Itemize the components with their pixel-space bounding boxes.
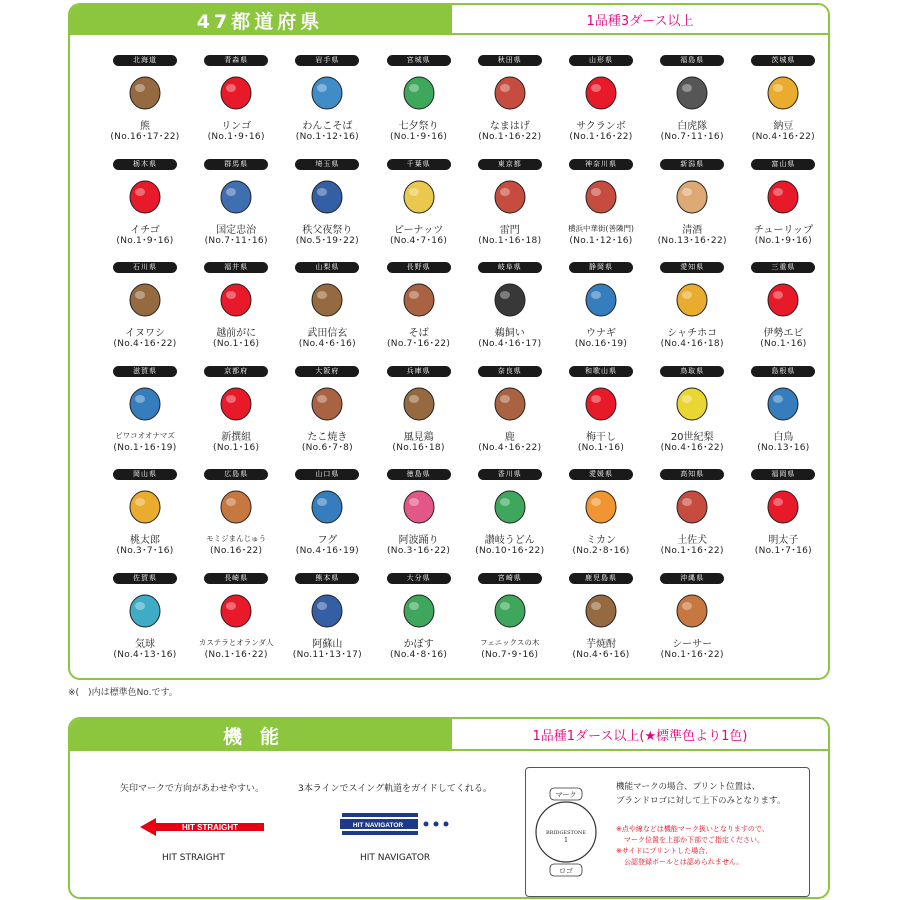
prefecture-card xyxy=(738,262,828,366)
standard-color-numbers: (No.1･9･16) xyxy=(116,235,174,246)
standard-color-numbers: (No.16･17･22) xyxy=(110,132,180,142)
standard-color-numbers: (No.11･13･17) xyxy=(292,649,362,660)
prefecture-name-badge: 山形県 xyxy=(569,55,633,66)
prefecture-item-name: 明太子 xyxy=(768,535,799,546)
shachihoko-icon xyxy=(671,277,713,319)
standard-color-numbers: (No.1･12･16) xyxy=(295,132,359,142)
hit-straight-description: 矢印マークで方向があわせやすい。 xyxy=(120,784,265,794)
prefecture-panel-title: 47都道府県 xyxy=(70,5,450,35)
mark-position-note xyxy=(616,780,785,808)
prefecture-item-name: カステラとオランダ人 xyxy=(198,637,274,647)
prefecture-item-name: イチゴ xyxy=(130,224,160,236)
kaminarimon-icon xyxy=(489,174,531,216)
umeboshi-icon xyxy=(580,381,622,423)
golf-ball-diagram xyxy=(532,776,600,888)
prefecture-name-badge: 山口県 xyxy=(295,469,359,480)
prefecture-item-name: 桃太郎 xyxy=(130,535,160,546)
prefecture-name-badge: 宮城県 xyxy=(387,55,451,66)
prefecture-item-name: 気球 xyxy=(135,638,155,650)
standard-color-numbers: (No.4･16･22) xyxy=(751,132,815,142)
prefecture-item-name: 白鳥 xyxy=(773,431,794,443)
prefecture-name-badge: 沖縄県 xyxy=(660,573,724,584)
eagle-icon xyxy=(124,277,166,319)
standard-color-numbers: (No.10･16･22) xyxy=(475,546,545,556)
mark-warning-line-1: ※点や線などは機能マーク扱いとなりますので、 xyxy=(616,825,769,833)
svg-text:1: 1 xyxy=(564,837,568,844)
lobster-icon xyxy=(762,277,804,319)
mark-warning-line-4: 公認登録ボールとは認められません。 xyxy=(624,858,744,866)
prefecture-item-name: イヌワシ xyxy=(125,328,165,339)
prefecture-item-name: ピーナッツ xyxy=(393,224,444,236)
prefecture-card xyxy=(465,366,555,470)
diagram-logo-label: ロゴ xyxy=(559,867,573,875)
standard-color-numbers: (No.1･16･22) xyxy=(569,132,633,142)
prefecture-grid xyxy=(100,55,830,675)
prefecture-item-name: そば xyxy=(408,328,429,339)
prefecture-item-name: 風見鶏 xyxy=(403,431,434,443)
standard-color-numbers: (No.1･16･22) xyxy=(478,132,542,142)
standard-color-numbers: (No.4･16･17) xyxy=(478,339,542,349)
standard-color-numbers: (No.1･12･16) xyxy=(569,235,633,246)
prefecture-name-badge: 東京都 xyxy=(478,159,542,170)
chichibu-festival-icon xyxy=(306,174,348,216)
tulip-icon xyxy=(762,174,804,216)
standard-color-numbers: (No.13･16･22) xyxy=(657,235,727,246)
standard-color-numbers: (No.1･16･22) xyxy=(660,546,724,556)
standard-color-numbers: (No.4･16･22) xyxy=(478,442,542,453)
function-panel xyxy=(68,717,830,899)
prefecture-item-name: ウナギ xyxy=(586,328,616,339)
standard-color-numbers: (No.5･19･22) xyxy=(295,235,359,246)
takeda-banner-icon xyxy=(306,277,348,319)
standard-color-numbers: (No.4･6･16) xyxy=(572,649,630,660)
prefecture-item-name: チューリップ xyxy=(753,224,814,236)
prefecture-item-name: 讃岐うどん xyxy=(484,535,535,546)
eel-icon xyxy=(580,277,622,319)
standard-color-numbers: (No.7･16･22) xyxy=(386,339,451,349)
prefecture-name-badge: 和歌山県 xyxy=(569,366,633,377)
prefecture-name-badge: 青森県 xyxy=(204,55,268,66)
standard-color-numbers: (No.7･11･16) xyxy=(660,132,724,142)
prefecture-item-name: シャチホコ xyxy=(667,328,718,339)
standard-color-numbers: (No.4･16･22) xyxy=(113,339,177,349)
balloon-icon xyxy=(124,588,166,630)
shinsengumi-icon xyxy=(215,381,257,423)
prefecture-name-badge: 鹿児島県 xyxy=(569,573,633,584)
prefecture-name-badge: 広島県 xyxy=(204,469,268,480)
prefecture-card xyxy=(647,55,737,159)
standard-color-numbers: (No.4･16･22) xyxy=(660,442,724,453)
castella-dutchman-icon xyxy=(215,588,257,630)
standard-color-numbers: (No.3･16･22) xyxy=(386,546,451,556)
prefecture-card xyxy=(465,55,555,159)
prefecture-name-badge: 滋賀県 xyxy=(113,366,177,377)
prefecture-item-name: モミジまんじゅう xyxy=(206,534,267,543)
byakkotai-icon xyxy=(671,70,713,112)
prefecture-card xyxy=(465,159,555,263)
catfish-icon xyxy=(124,381,166,423)
prefecture-name-badge: 神奈川県 xyxy=(569,159,633,170)
prefecture-item-name: 鹿 xyxy=(504,431,515,443)
prefecture-card xyxy=(100,159,190,263)
prefecture-name-badge: 福島県 xyxy=(660,55,724,66)
prefecture-name-badge: 長崎県 xyxy=(204,573,268,584)
prefecture-card xyxy=(738,159,828,263)
prefecture-panel xyxy=(68,3,830,680)
prefecture-card xyxy=(465,262,555,366)
standard-color-numbers: (No.1･16) xyxy=(577,442,625,453)
standard-color-numbers: (No.6･7･8) xyxy=(301,442,353,453)
prefecture-item-name: たこ焼き xyxy=(307,431,348,443)
prefecture-name-badge: 岐阜県 xyxy=(478,262,542,273)
bear-icon xyxy=(124,70,166,112)
prefecture-item-name: 国定忠治 xyxy=(216,224,257,236)
prefecture-item-name: なまはげ xyxy=(489,121,530,132)
prefecture-card xyxy=(556,159,646,263)
swan-icon xyxy=(762,381,804,423)
wanko-soba-icon xyxy=(306,70,348,112)
prefecture-name-badge: 岩手県 xyxy=(295,55,359,66)
imo-shochu-icon xyxy=(580,588,622,630)
prefecture-item-name: 熊 xyxy=(140,121,150,132)
standard-color-numbers: (No.1･16･19) xyxy=(113,442,177,453)
prefecture-name-badge: 茨城県 xyxy=(751,55,815,66)
prefecture-card xyxy=(556,55,646,159)
prefecture-item-name: サクランボ xyxy=(576,121,626,132)
standard-color-numbers: (No.1･9･16) xyxy=(754,235,812,246)
momotaro-icon xyxy=(124,484,166,526)
prefecture-item-name: 武田信玄 xyxy=(307,328,348,339)
prefecture-card xyxy=(191,262,281,366)
standard-color-numbers: (No.1･16) xyxy=(213,339,260,349)
prefecture-card xyxy=(556,262,646,366)
prefecture-card xyxy=(647,159,737,263)
prefecture-card xyxy=(191,469,281,573)
prefecture-item-name: かぼす xyxy=(403,638,434,650)
hit-straight-arrow-label: HIT STRAIGHT xyxy=(182,823,238,832)
prefecture-card xyxy=(191,573,281,677)
standard-color-numbers: (No.4･13･16) xyxy=(113,649,177,660)
hit-navigator-arrow-icon xyxy=(340,807,450,845)
prefecture-item-name: 芋焼酎 xyxy=(586,638,616,650)
prefecture-name-badge: 福岡県 xyxy=(751,469,815,480)
standard-color-numbers: (No.4･16･19) xyxy=(295,546,359,556)
prefecture-name-badge: 秋田県 xyxy=(478,55,542,66)
strawberry-icon xyxy=(124,174,166,216)
prefecture-name-badge: 埼玉県 xyxy=(295,159,359,170)
prefecture-item-name: リンゴ xyxy=(221,121,252,132)
weathercock-icon xyxy=(398,381,440,423)
crab-icon xyxy=(215,277,257,319)
prefecture-panel-header xyxy=(70,5,828,35)
cormorant-icon xyxy=(489,277,531,319)
prefecture-item-name: 七夕祭り xyxy=(398,121,439,132)
standard-color-numbers: (No.4･8･16) xyxy=(390,649,448,660)
standard-color-numbers: (No.2･8･16) xyxy=(572,546,630,556)
prefecture-item-name: 横浜中華街(善隣門) xyxy=(568,223,634,233)
diagram-mark-label: マーク xyxy=(555,791,577,799)
function-panel-title: 機能 xyxy=(70,719,450,751)
takoyaki-icon xyxy=(306,381,348,423)
prefecture-name-badge: 山梨県 xyxy=(295,262,359,273)
standard-color-numbers: (No.1･16) xyxy=(213,442,260,453)
prefecture-panel-subtitle: 1品種3ダース以上 xyxy=(450,5,828,35)
prefecture-card xyxy=(556,573,646,677)
prefecture-card xyxy=(100,469,190,573)
namahage-icon xyxy=(489,70,531,112)
function-panel-header xyxy=(70,719,828,751)
prefecture-item-name: ミカン xyxy=(586,535,616,546)
hit-straight-caption: HIT STRAIGHT xyxy=(162,853,225,863)
standard-color-numbers: (No.16･18) xyxy=(392,442,445,453)
prefecture-name-badge: 愛媛県 xyxy=(569,469,633,480)
cherry-icon xyxy=(580,70,622,112)
prefecture-item-name: 梅干し xyxy=(586,431,616,443)
prefecture-item-name: わんこそば xyxy=(302,121,353,132)
standard-color-numbers: (No.4･7･16) xyxy=(390,235,448,246)
prefecture-item-name: 阿蘇山 xyxy=(312,638,343,650)
standard-color-numbers: (No.16･22) xyxy=(210,546,263,556)
mark-warning-notes xyxy=(616,824,769,868)
prefecture-name-badge: 大阪府 xyxy=(295,366,359,377)
prefecture-card xyxy=(647,469,737,573)
prefecture-name-badge: 群馬県 xyxy=(204,159,268,170)
prefecture-name-badge: 京都府 xyxy=(204,366,268,377)
prefecture-item-name: フグ xyxy=(317,535,338,546)
color-number-footnote: ※( )内は標準色No.です。 xyxy=(68,688,178,698)
prefecture-card xyxy=(282,469,372,573)
prefecture-item-name: 越前がに xyxy=(216,328,257,339)
palm-tree-icon xyxy=(489,588,531,630)
standard-color-numbers: (No.1･16･18) xyxy=(478,235,542,246)
prefecture-item-name: ビワコオオナマズ xyxy=(115,430,175,440)
kabosu-icon xyxy=(398,588,440,630)
standard-color-numbers: (No.1･16･22) xyxy=(660,649,724,660)
hit-navigator-description: 3本ラインでスイング軌道をガイドしてくれる。 xyxy=(298,784,492,794)
standard-color-numbers: (No.1･7･16) xyxy=(754,546,812,556)
prefecture-name-badge: 高知県 xyxy=(660,469,724,480)
prefecture-name-badge: 熊本県 xyxy=(295,573,359,584)
soba-icon xyxy=(398,277,440,319)
standard-color-numbers: (No.1･9･16) xyxy=(390,132,448,142)
prefecture-card xyxy=(374,366,464,470)
prefecture-name-badge: 長野県 xyxy=(387,262,451,273)
prefecture-name-badge: 香川県 xyxy=(478,469,542,480)
momiji-manju-icon xyxy=(215,484,257,526)
prefecture-name-badge: 奈良県 xyxy=(478,366,542,377)
prefecture-name-badge: 兵庫県 xyxy=(387,366,451,377)
prefecture-card xyxy=(738,469,828,573)
prefecture-card xyxy=(100,366,190,470)
standard-color-numbers: (No.13･16) xyxy=(757,442,810,453)
prefecture-item-name: 土佐犬 xyxy=(677,535,708,546)
shisa-icon xyxy=(671,588,713,630)
prefecture-card xyxy=(374,469,464,573)
standard-color-numbers: (No.7･11･16) xyxy=(204,235,268,246)
prefecture-card xyxy=(465,469,555,573)
prefecture-name-badge: 島根県 xyxy=(751,366,815,377)
prefecture-name-badge: 福井県 xyxy=(204,262,268,273)
prefecture-name-badge: 石川県 xyxy=(113,262,177,273)
standard-color-numbers: (No.1･16) xyxy=(760,339,807,349)
prefecture-item-name: 鵜飼い xyxy=(494,328,525,339)
mark-note-line-2: ブランドロゴに対して上下のみとなります。 xyxy=(616,796,786,806)
prefecture-name-badge: 愛知県 xyxy=(660,262,724,273)
standard-color-numbers: (No.7･9･16) xyxy=(481,649,539,660)
apple-icon xyxy=(215,70,257,112)
prefecture-name-badge: 佐賀県 xyxy=(113,573,177,584)
prefecture-card xyxy=(282,366,372,470)
tanabata-icon xyxy=(398,70,440,112)
prefecture-card xyxy=(647,573,737,677)
prefecture-item-name: 新撰組 xyxy=(221,431,252,443)
prefecture-card xyxy=(556,366,646,470)
prefecture-item-name: シーサー xyxy=(672,638,713,650)
mount-aso-icon xyxy=(306,588,348,630)
prefecture-card xyxy=(374,55,464,159)
prefecture-item-name: 秩父夜祭り xyxy=(302,224,353,236)
prefecture-card xyxy=(282,573,372,677)
prefecture-name-badge: 大分県 xyxy=(387,573,451,584)
prefecture-card xyxy=(374,573,464,677)
standard-color-numbers: (No.3･7･16) xyxy=(116,546,174,556)
mark-note-line-1: 機能マークの場合、プリント位置は、 xyxy=(616,782,761,792)
standard-color-numbers: (No.1･9･16) xyxy=(207,132,265,142)
prefecture-card xyxy=(282,262,372,366)
natto-icon xyxy=(762,70,804,112)
standard-color-numbers: (No.16･19) xyxy=(574,339,628,349)
awa-odori-icon xyxy=(398,484,440,526)
prefecture-item-name: 伊勢エビ xyxy=(763,328,804,339)
prefecture-name-badge: 徳島県 xyxy=(387,469,451,480)
mark-warning-line-3: ※サイドにプリントした場合、 xyxy=(616,847,713,855)
prefecture-name-badge: 北海道 xyxy=(113,55,177,66)
standard-color-numbers: (No.1･16･22) xyxy=(204,649,268,660)
prefecture-name-badge: 千葉県 xyxy=(387,159,451,170)
chinatown-gate-icon xyxy=(580,174,622,216)
hit-straight-arrow-icon xyxy=(140,817,266,837)
prefecture-card xyxy=(647,366,737,470)
mikan-icon xyxy=(580,484,622,526)
prefecture-item-name: 20世紀梨 xyxy=(670,431,714,443)
prefecture-name-badge: 栃木県 xyxy=(113,159,177,170)
prefecture-card xyxy=(465,573,555,677)
prefecture-item-name: 納豆 xyxy=(773,121,794,132)
mark-warning-line-2: マーク位置を上部か下部でご指定ください。 xyxy=(624,836,764,844)
prefecture-card xyxy=(191,55,281,159)
prefecture-name-badge: 富山県 xyxy=(751,159,815,170)
prefecture-card xyxy=(100,262,190,366)
prefecture-item-name: 阿波踊り xyxy=(398,535,439,546)
standard-color-numbers: (No.4･16･18) xyxy=(660,339,724,349)
standard-color-numbers: (No.4･6･16) xyxy=(298,339,356,349)
prefecture-name-badge: 三重県 xyxy=(751,262,815,273)
diagram-brand-label: BRIDGESTONE xyxy=(546,830,586,836)
prefecture-card xyxy=(374,159,464,263)
prefecture-name-badge: 鳥取県 xyxy=(660,366,724,377)
pufferfish-icon xyxy=(306,484,348,526)
udon-icon xyxy=(489,484,531,526)
prefecture-card xyxy=(191,159,281,263)
hit-navigator-caption: HIT NAVIGATOR xyxy=(360,853,431,863)
function-panel-subtitle: 1品種1ダース以上(★標準色より1色) xyxy=(450,719,828,751)
prefecture-card xyxy=(738,366,828,470)
prefecture-name-badge: 岡山県 xyxy=(113,469,177,480)
prefecture-name-badge: 宮崎県 xyxy=(478,573,542,584)
prefecture-card xyxy=(282,159,372,263)
prefecture-card xyxy=(100,573,190,677)
hit-navigator-arrow-label: HIT NAVIGATOR xyxy=(352,822,404,829)
prefecture-card xyxy=(556,469,646,573)
prefecture-item-name: フェニックスの木 xyxy=(480,637,540,647)
prefecture-name-badge: 静岡県 xyxy=(569,262,633,273)
prefecture-name-badge: 新潟県 xyxy=(660,159,724,170)
prefecture-item-name: 清酒 xyxy=(682,224,703,236)
kunisada-chuji-icon xyxy=(215,174,257,216)
mentaiko-icon xyxy=(762,484,804,526)
prefecture-item-name: 雷門 xyxy=(499,224,520,236)
peanut-icon xyxy=(398,174,440,216)
deer-icon xyxy=(489,381,531,423)
prefecture-card xyxy=(374,262,464,366)
tosa-dog-icon xyxy=(671,484,713,526)
sake-box-icon xyxy=(671,174,713,216)
pear-icon xyxy=(671,381,713,423)
prefecture-card xyxy=(191,366,281,470)
prefecture-card xyxy=(647,262,737,366)
prefecture-card xyxy=(282,55,372,159)
prefecture-card xyxy=(738,55,828,159)
prefecture-card xyxy=(100,55,190,159)
mark-position-box xyxy=(525,767,810,897)
prefecture-item-name: 白虎隊 xyxy=(677,121,708,132)
